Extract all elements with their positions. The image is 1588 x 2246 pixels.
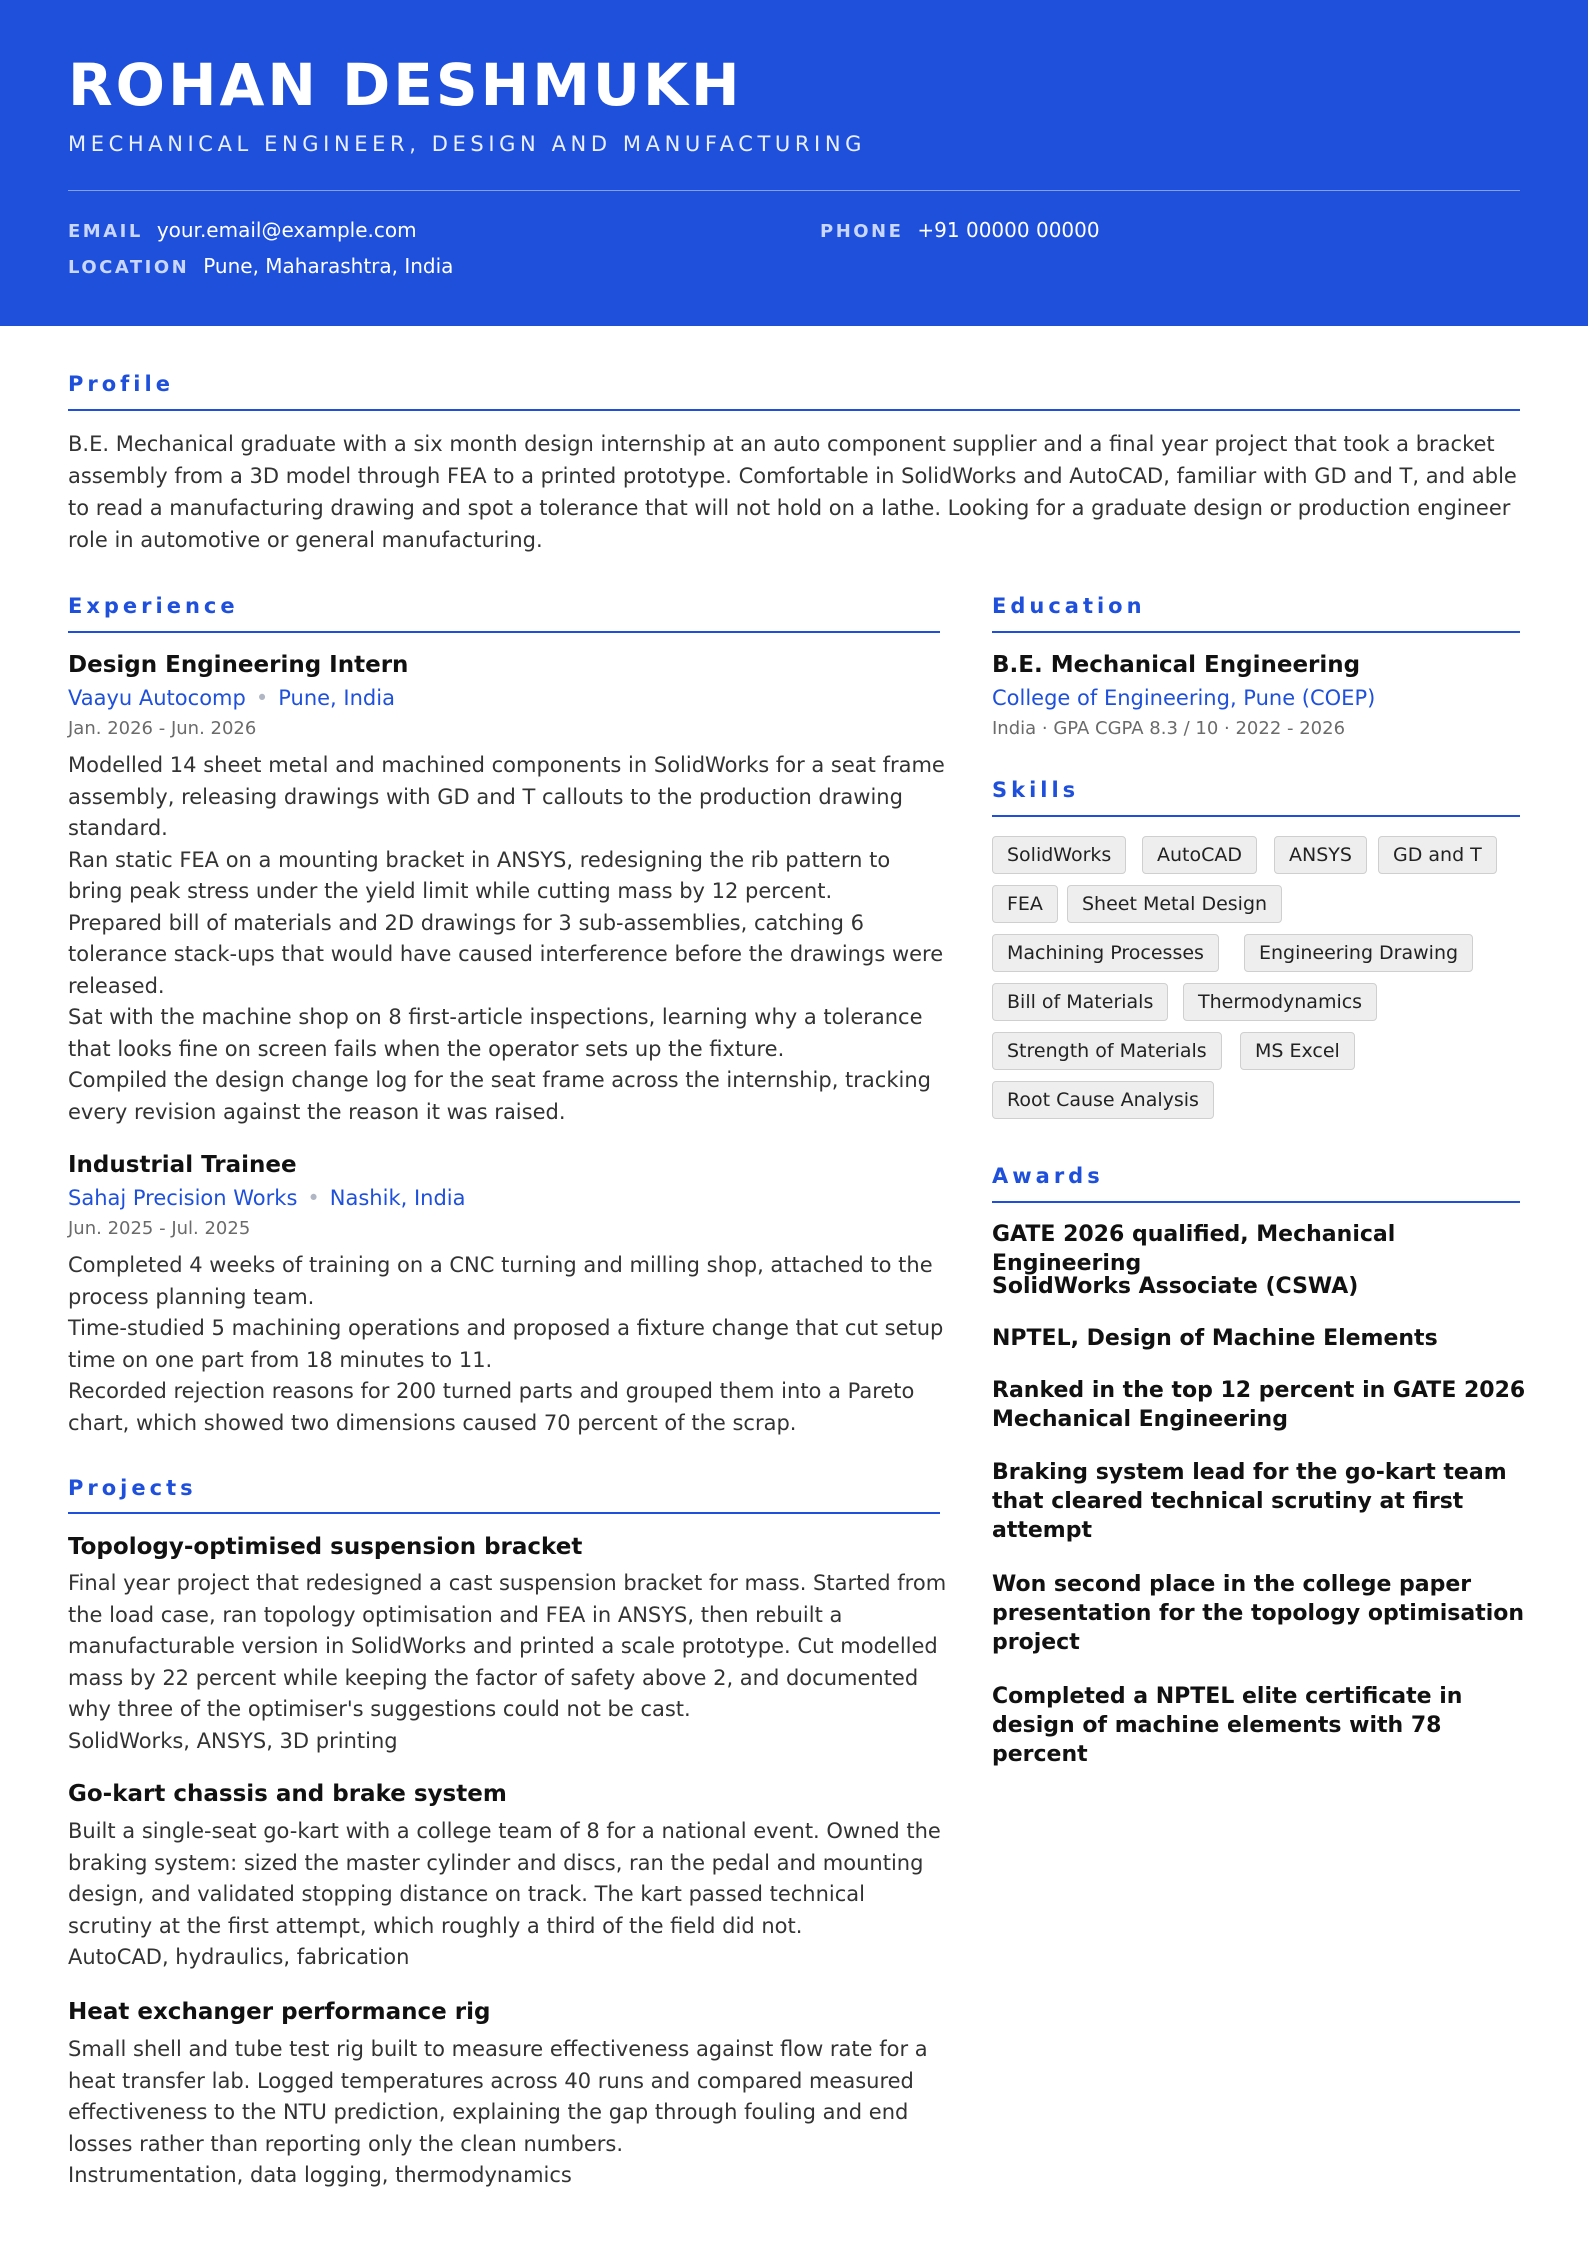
project-tools: AutoCAD, hydraulics, fabrication: [68, 1945, 410, 1969]
header-divider: [68, 190, 1520, 191]
skill-tag: GD and T: [1378, 836, 1497, 874]
job-company-line: [68, 1183, 466, 1213]
award-item: Ranked in the top 12 percent in GATE 2026 Mechanical Engineering: [992, 1378, 1526, 1432]
education-rule: [992, 631, 1520, 633]
contact-phone: [820, 216, 1100, 246]
phone-value[interactable]: +91 00000 00000: [917, 218, 1100, 242]
job-bullet: Recorded rejection reasons for 200 turned parts and grouped them into a Pareto chart, which showed two dimensions caused 70 percent of the scrap.: [68, 1379, 915, 1435]
project-tools: SolidWorks, ANSYS, 3D printing: [68, 1729, 398, 1753]
profile-rule: [68, 409, 1520, 411]
skill-tag: AutoCAD: [1142, 836, 1257, 874]
skill-tag: SolidWorks: [992, 836, 1126, 874]
awards-heading: Awards: [992, 1164, 1104, 1188]
job-bullet: Completed 4 weeks of training on a CNC turning and milling shop, attached to the process planning team.: [68, 1253, 933, 1309]
skill-tag: Engineering Drawing: [1244, 934, 1473, 972]
job-dates: Jan. 2026 - Jun. 2026: [68, 718, 257, 739]
award-item: Braking system lead for the go-kart team that cleared technical scrutiny at first attempt: [992, 1460, 1507, 1543]
job-company: Sahaj Precision Works: [68, 1186, 298, 1210]
contact-email: [68, 216, 417, 246]
job-bullet: Prepared bill of materials and 2D drawings for 3 sub-assemblies, catching 6 tolerance stack-ups that would have caused interference before the drawings were released.: [68, 910, 944, 998]
phone-label: PHONE: [820, 221, 904, 242]
candidate-tagline: MECHANICAL ENGINEER, DESIGN AND MANUFACTURING: [68, 132, 867, 156]
skill-tag: Strength of Materials: [992, 1032, 1222, 1070]
experience-heading: Experience: [68, 594, 239, 618]
job-bullets: [68, 1250, 948, 1439]
skill-tag: ANSYS: [1274, 836, 1367, 874]
project-tools: Instrumentation, data logging, thermodynamics: [68, 2163, 572, 2187]
skill-tag: Machining Processes: [992, 934, 1219, 972]
project-name: Go-kart chassis and brake system: [68, 1781, 507, 1807]
email-value[interactable]: your.email@example.com: [156, 218, 417, 242]
skills-heading: Skills: [992, 778, 1080, 802]
skill-tag: Sheet Metal Design: [1067, 885, 1282, 923]
skill-tag: Bill of Materials: [992, 983, 1168, 1021]
profile-heading: Profile: [68, 372, 174, 396]
location-value: Pune, Maharashtra, India: [203, 254, 454, 278]
award-item: SolidWorks Associate (CSWA): [992, 1274, 1359, 1299]
experience-rule: [68, 631, 940, 633]
job-bullet: Time-studied 5 machining operations and proposed a fixture change that cut setup time on one part from 18 minutes to 11.: [68, 1316, 944, 1372]
email-label: EMAIL: [68, 221, 143, 242]
job-title: Design Engineering Intern: [68, 652, 409, 678]
skill-tag: Root Cause Analysis: [992, 1081, 1214, 1119]
job-dates: Jun. 2025 - Jul. 2025: [68, 1218, 251, 1239]
job-location: Nashik, India: [329, 1186, 466, 1210]
project-description: Small shell and tube test rig built to measure effectiveness against flow rate for a heat transfer lab. Logged temperatures across 40 runs and compared measured effectiveness to the NTU prediction, explaining the gap through fouling and end losses rather than reporting only the clean numbers.: [68, 2037, 928, 2156]
job-location: Pune, India: [278, 686, 395, 710]
project-description: Built a single-seat go-kart with a college team of 8 for a national event. Owned the braking system: sized the master cylinder and discs, ran the pedal and mounting design, and validated stopping distance on track. The kart passed technical scrutiny at the first attempt, which roughly a third of the field did not.: [68, 1819, 941, 1938]
award-item: Completed a NPTEL elite certificate in design of machine elements with 78 percent: [992, 1684, 1463, 1767]
education-heading: Education: [992, 594, 1146, 618]
award-item: NPTEL, Design of Machine Elements: [992, 1326, 1438, 1351]
education-details: India · GPA CGPA 8.3 / 10 · 2022 - 2026: [992, 718, 1346, 739]
skill-tag: FEA: [992, 885, 1058, 923]
job-bullet: Compiled the design change log for the seat frame across the internship, tracking every revision against the reason it was raised.: [68, 1068, 931, 1124]
location-label: LOCATION: [68, 257, 190, 278]
job-company-line: [68, 683, 395, 713]
awards-rule: [992, 1201, 1520, 1203]
job-bullet: Sat with the machine shop on 8 first-article inspections, learning why a tolerance that looks fine on screen fails when the operator sets up the fixture.: [68, 1005, 923, 1061]
skill-tag: MS Excel: [1240, 1032, 1355, 1070]
projects-rule: [68, 1512, 940, 1514]
profile-summary: B.E. Mechanical graduate with a six month design internship at an auto component supplier and a final year project that took a bracket assembly from a 3D model through FEA to a printed prototype. Comfortable in SolidWorks and AutoCAD, familiar with GD and T, and able to read a manufacturing drawing and spot a tolerance that will not hold on a lathe. Looking for a graduate design or production engineer role in automotive or general manufacturing.: [68, 432, 1517, 552]
skill-tag: Thermodynamics: [1183, 983, 1377, 1021]
job-company: Vaayu Autocomp: [68, 686, 246, 710]
award-item: GATE 2026 qualified, Mechanical Engineering: [992, 1222, 1396, 1276]
project-name: Topology-optimised suspension bracket: [68, 1534, 583, 1560]
separator-dot: •: [307, 1186, 320, 1210]
resume-header: [0, 0, 1588, 326]
job-bullet: Ran static FEA on a mounting bracket in ANSYS, redesigning the rib pattern to bring peak stress under the yield limit while cutting mass by 12 percent.: [68, 847, 891, 903]
job-bullets: [68, 750, 948, 1128]
project-description: Final year project that redesigned a cast suspension bracket for mass. Started from the load case, ran topology optimisation and FEA in ANSYS, then rebuilt a manufacturable version in SolidWorks and printed a scale prototype. Cut modelled mass by 22 percent while keeping the factor of safety above 2, and documented why three of the optimiser's suggestions could not be cast.: [68, 1571, 947, 1721]
degree-name: B.E. Mechanical Engineering: [992, 652, 1361, 678]
contact-location: [68, 252, 453, 282]
candidate-name: ROHAN DESHMUKH: [68, 51, 743, 119]
skills-rule: [992, 815, 1520, 817]
separator-dot: •: [255, 686, 269, 710]
projects-heading: Projects: [68, 1476, 197, 1500]
award-item: Won second place in the college paper presentation for the topology optimisation project: [992, 1572, 1525, 1655]
job-bullet: Modelled 14 sheet metal and machined components in SolidWorks for a seat frame assembly, releasing drawings with GD and T callouts to the production drawing standard.: [68, 753, 945, 840]
school-name: College of Engineering, Pune (COEP): [992, 686, 1376, 710]
job-title: Industrial Trainee: [68, 1152, 297, 1178]
project-name: Heat exchanger performance rig: [68, 1999, 491, 2025]
